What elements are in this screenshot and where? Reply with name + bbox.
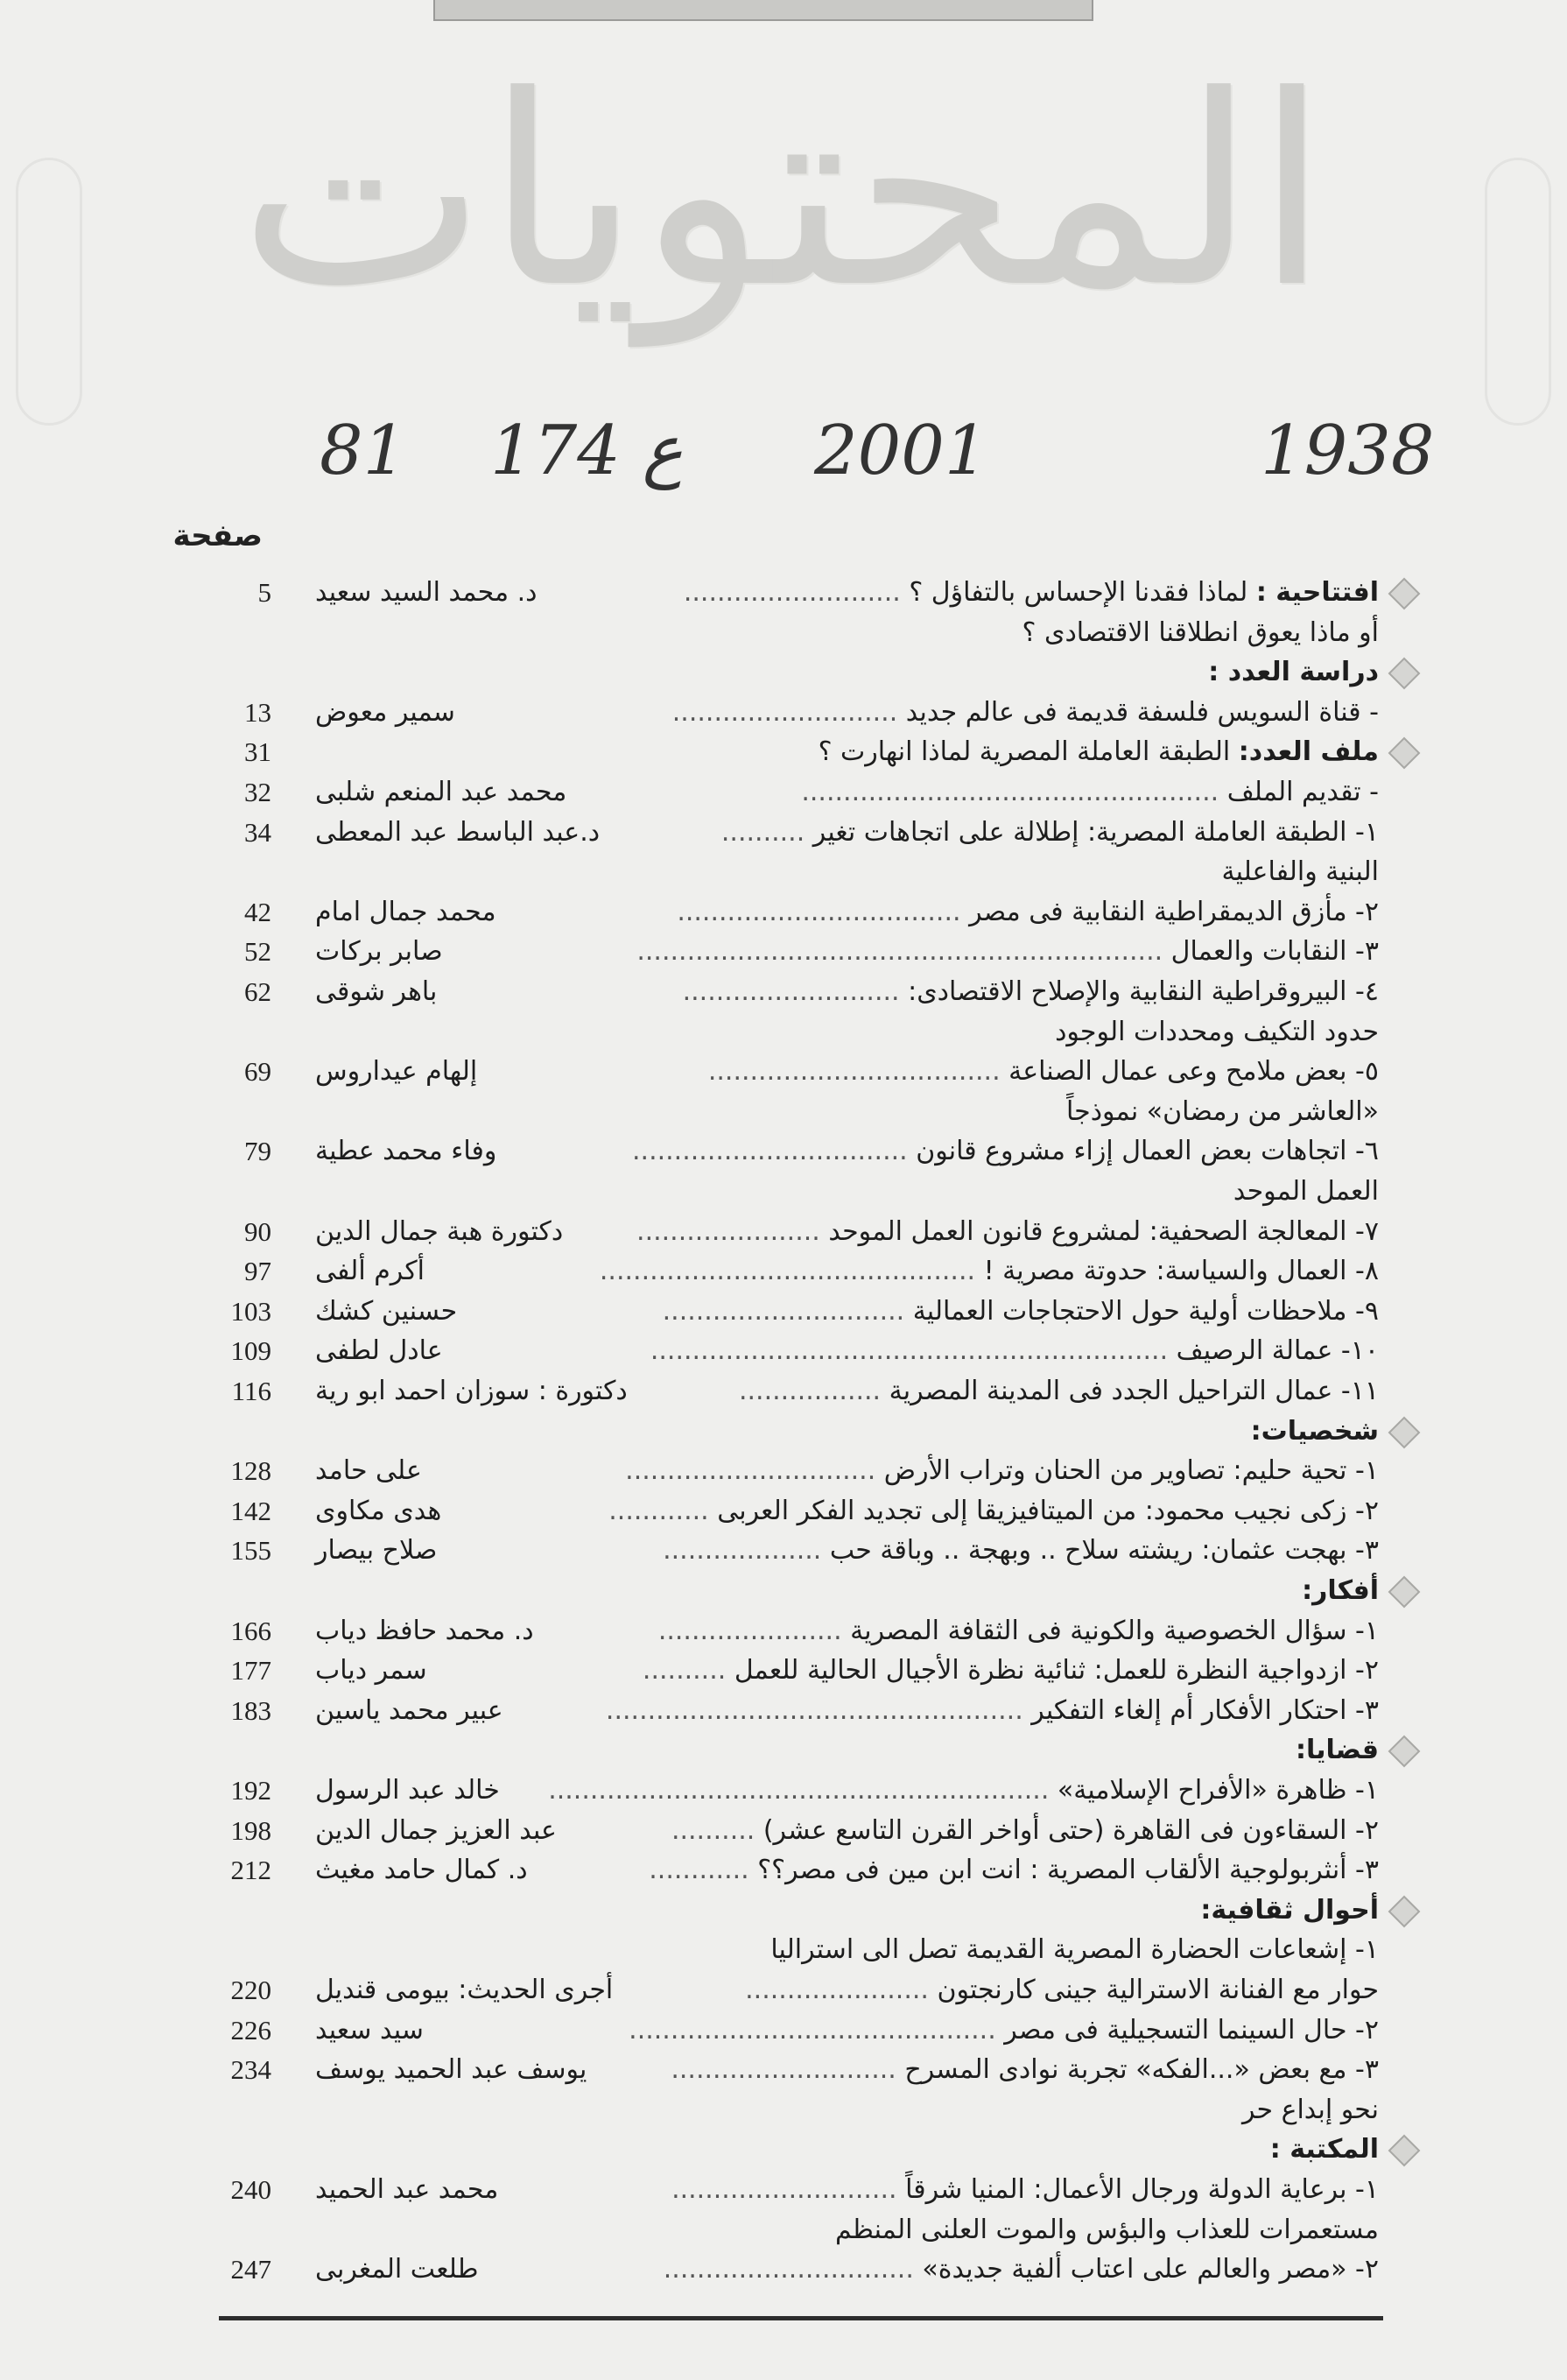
entry-text: العمل الموحد xyxy=(1233,1176,1379,1207)
leader-dots: ............................................. xyxy=(599,1256,976,1287)
diamond-bullet-icon xyxy=(1388,1895,1421,1927)
leader-dots: .......................... xyxy=(682,976,909,1007)
entry-text: مستعمرات للعذاب والبؤس والموت العلنى المنظم xyxy=(835,2214,1379,2245)
toc-entry-title xyxy=(819,733,1379,771)
entry-text: ١- إشعاعات الحضارة المصرية القديمة تصل الى استراليا xyxy=(770,1934,1379,1966)
leader-dots: ................... xyxy=(663,1535,822,1567)
entry-text: نحو إبداع حر xyxy=(1241,2094,1379,2125)
entry-text: - قناة السويس فلسفة قديمة فى عالم جديد xyxy=(897,696,1379,728)
toc-entry-title xyxy=(1302,1572,1379,1610)
entry-author: د. محمد السيد سعيد xyxy=(315,577,538,608)
page-number: 192 xyxy=(230,1775,271,1806)
page-number: 31 xyxy=(244,736,271,768)
entry-text: ٤- البيروقراطية النقابية والإصلاح الاقتصادى: xyxy=(908,976,1379,1007)
toc-entry-row xyxy=(315,853,1379,891)
leader-dots: .......................... xyxy=(683,577,901,608)
handwritten-annotations xyxy=(0,412,1567,508)
toc-entry-title xyxy=(835,2211,1379,2250)
entry-text: ١- تحية حليم: تصاوير من الحنان وتراب الأرض xyxy=(883,1455,1379,1487)
page-number: 52 xyxy=(244,936,271,968)
toc-entry-title xyxy=(672,694,1379,732)
toc-entry-title xyxy=(1296,1731,1379,1770)
leader-dots: .............................. xyxy=(625,1455,884,1487)
toc-entry-title xyxy=(1251,1412,1379,1451)
entry-text: ٣- بهجت عثمان: ريشته سلاح .. وبهجة .. وباقة حب xyxy=(821,1535,1379,1567)
entry-text: ٦- اتجاهات بعض العمال إزاء مشروع قانون xyxy=(916,1136,1379,1167)
toc-entry-title xyxy=(683,973,1379,1011)
toc-entry-title xyxy=(625,1452,1379,1490)
entry-author: محمد عبد المنعم شلبى xyxy=(315,777,567,807)
entry-author: عادل لطفى xyxy=(315,1335,443,1367)
toc-entry-row xyxy=(315,2171,1379,2209)
entry-text: لماذا فقدنا الإحساس بالتفاؤل ؟ xyxy=(900,577,1256,608)
diamond-bullet-icon xyxy=(1388,1576,1421,1609)
entry-text: أو ماذا يعوق انطلاقنا الاقتصادى ؟ xyxy=(1022,616,1379,648)
toc-section-row xyxy=(315,2130,1379,2169)
leader-dots: .......... xyxy=(720,816,805,848)
toc-entry-row xyxy=(315,2091,1379,2130)
entry-text: ١٠- عمالة الرصيف xyxy=(1168,1335,1379,1367)
page-number: 62 xyxy=(244,976,271,1007)
toc-entry-title xyxy=(664,2250,1379,2289)
page-number: 166 xyxy=(230,1615,271,1646)
entry-text: ١- ظاهرة «الأفراح الإسلامية» xyxy=(1049,1775,1379,1806)
entry-author: وفاء محمد عطية xyxy=(315,1136,497,1167)
toc-entry-row xyxy=(315,1532,1379,1570)
entry-author: هدى مكاوى xyxy=(315,1495,442,1526)
page-number: 5 xyxy=(257,577,271,608)
entry-author: أجرى الحديث: بيومى قنديل xyxy=(315,1975,614,2005)
leader-dots: .............................. xyxy=(663,2254,914,2285)
toc-entry-title xyxy=(632,1132,1379,1171)
handwritten-year-2: 2001 xyxy=(814,412,988,490)
entry-author: صلاح بيصار xyxy=(315,1535,438,1567)
diamond-bullet-icon xyxy=(1388,1416,1421,1448)
entry-text: ٧- المعالجة الصحفية: لمشروع قانون العمل الموحد xyxy=(819,1215,1379,1247)
leader-dots: .................................................. xyxy=(605,1694,1023,1726)
toc-entry-row xyxy=(315,2250,1379,2289)
toc-entry-row xyxy=(315,2011,1379,2050)
toc-entry-title xyxy=(1242,2091,1379,2130)
toc-entry-title xyxy=(663,1292,1379,1331)
leader-dots: ............ xyxy=(608,1495,709,1526)
page-number: 142 xyxy=(230,1495,271,1526)
leader-dots: ...................... xyxy=(657,1615,842,1646)
entry-author: إلهام عيداروس xyxy=(315,1056,478,1088)
leader-dots: ................................... xyxy=(707,1056,1001,1088)
toc-entry-title xyxy=(677,893,1379,932)
toc-entry-row xyxy=(315,1971,1379,2010)
page-column-heading: صفحة xyxy=(172,518,263,553)
diamond-bullet-icon xyxy=(1388,2135,1421,2167)
section-heading: دراسة العدد : xyxy=(1208,657,1379,688)
toc-entry-row xyxy=(315,1132,1379,1171)
entry-text: ٢- «مصر والعالم على اعتاب ألفية جديدة» xyxy=(913,2254,1379,2285)
section-heading: المكتبة : xyxy=(1269,2134,1379,2165)
entry-text: ٢- زكى نجيب محمود: من الميتافيزيقا إلى تجديد الفكر العربى xyxy=(708,1495,1379,1526)
entry-text: ٥- بعض ملامح وعى عمال الصناعة xyxy=(1000,1056,1379,1088)
toc-entry-title xyxy=(663,1532,1379,1570)
section-heading: ملف العدد: xyxy=(1238,736,1379,768)
toc-entry-title xyxy=(629,2011,1379,2050)
top-binding-strip xyxy=(433,0,1093,21)
toc-entry-row xyxy=(315,1492,1379,1531)
entry-author: دكتورة : سوزان احمد ابو رية xyxy=(315,1376,628,1406)
toc-entry-row xyxy=(315,1213,1379,1251)
toc-entry-title xyxy=(1233,1172,1379,1211)
entry-author: محمد جمال امام xyxy=(315,896,496,927)
page-number: 13 xyxy=(244,696,271,728)
leader-dots: .......... xyxy=(642,1655,727,1686)
handwritten-year: 1938 xyxy=(1261,412,1435,490)
toc-entry-title xyxy=(649,1851,1379,1890)
handwritten-issue: ع 174 xyxy=(490,412,684,490)
toc-entry-title xyxy=(1200,1891,1379,1930)
toc-section-row xyxy=(315,733,1379,771)
toc-entry-row xyxy=(315,1252,1379,1291)
toc-entry-title xyxy=(1066,1093,1379,1131)
entry-author: باهر شوقى xyxy=(315,976,438,1007)
toc-entry-title xyxy=(801,773,1379,812)
section-heading: قضايا: xyxy=(1296,1735,1379,1766)
page-number: 79 xyxy=(244,1136,271,1167)
entry-text: البنية والفاعلية xyxy=(1221,856,1379,888)
diamond-bullet-icon xyxy=(1388,737,1421,770)
entry-author: حسنين كشك xyxy=(315,1295,458,1327)
entry-text: «العاشر من رمضان» نموذجاً xyxy=(1066,1095,1379,1127)
toc-entry-title xyxy=(721,813,1379,852)
entry-author: د.عبد الباسط عبد المعطى xyxy=(315,816,601,848)
entry-text: ٢- مأزق الديمقراطية النقابية فى مصر xyxy=(960,896,1379,927)
page-number: 177 xyxy=(230,1655,271,1686)
leader-dots: ............................................................ xyxy=(548,1775,1050,1806)
toc-entry-title xyxy=(770,1931,1379,1969)
toc-entry-row xyxy=(315,973,1379,1011)
toc-entry-title xyxy=(658,1612,1379,1651)
toc-section-row xyxy=(315,1731,1379,1770)
page-number: 116 xyxy=(231,1376,271,1406)
page-number: 32 xyxy=(244,777,271,807)
entry-author: على حامد xyxy=(315,1455,422,1487)
leader-dots: .................................. xyxy=(677,896,961,927)
toc-entry-title xyxy=(600,1252,1379,1291)
handwritten-number: 81 xyxy=(320,412,407,490)
entry-author: دكتورة هبة جمال الدين xyxy=(315,1215,564,1247)
entry-text: ١١- عمال التراحيل الجدد فى المدينة المصرية xyxy=(881,1376,1379,1406)
section-heading: أفكار: xyxy=(1302,1575,1379,1606)
page-number: 240 xyxy=(230,2174,271,2205)
entry-text: ٣- احتكار الأفكار أم إلغاء التفكير xyxy=(1022,1694,1379,1726)
leader-dots: .......... xyxy=(671,1814,755,1846)
page-number: 128 xyxy=(230,1455,271,1487)
toc-entry-title xyxy=(643,1651,1379,1690)
bottom-divider xyxy=(219,2316,1383,2320)
leader-dots: ............................................................... xyxy=(636,936,1163,968)
entry-text: ٨- العمال والسياسة: حدوتة مصرية ! xyxy=(975,1256,1379,1287)
page-number: 90 xyxy=(244,1215,271,1247)
leader-dots: ........................... xyxy=(671,2174,897,2205)
leader-dots: ................. xyxy=(738,1376,882,1406)
toc-entry-row xyxy=(315,1332,1379,1370)
page-number: 247 xyxy=(230,2254,271,2285)
toc-entry-row xyxy=(315,2051,1379,2089)
toc-entry-title xyxy=(548,1771,1379,1810)
toc-entry-row xyxy=(315,813,1379,852)
toc-entry-row xyxy=(315,1692,1379,1730)
toc-entry-row xyxy=(315,2211,1379,2250)
entry-author: خالد عبد الرسول xyxy=(315,1775,500,1806)
section-heading: افتتاحية : xyxy=(1255,577,1379,608)
entry-text: ١- الطبقة العاملة المصرية: إطلالة على اتجاهات تغير xyxy=(805,816,1379,848)
page-number: 69 xyxy=(244,1056,271,1088)
section-heading: شخصيات: xyxy=(1250,1415,1379,1447)
toc-entry-title xyxy=(708,1053,1379,1091)
page-number: 220 xyxy=(230,1975,271,2005)
diamond-bullet-icon xyxy=(1388,1736,1421,1768)
toc-entry-title xyxy=(684,574,1379,612)
entry-text: حدود التكيف ومحددات الوجود xyxy=(1055,1016,1379,1047)
leader-dots: ............................. xyxy=(662,1295,905,1327)
toc-entry-row xyxy=(315,893,1379,932)
toc-section-row xyxy=(315,1891,1379,1930)
toc-entry-title xyxy=(650,1332,1379,1370)
entry-author: محمد عبد الحميد xyxy=(315,2174,499,2205)
toc-section-row xyxy=(315,574,1379,612)
entry-author: سيد سعيد xyxy=(315,2014,424,2046)
entry-text: ١- برعاية الدولة ورجال الأعمال: المنيا شرقاً xyxy=(896,2174,1379,2205)
toc-entry-title xyxy=(739,1372,1379,1411)
toc-entry-row xyxy=(315,1093,1379,1131)
entry-text: الطبقة العاملة المصرية لماذا انهارت ؟ xyxy=(818,736,1239,768)
toc-entry-title xyxy=(1022,614,1380,652)
entry-author: عبد العزيز جمال الدين xyxy=(315,1814,557,1846)
leader-dots: .................................................. xyxy=(801,777,1219,807)
toc-entry-title xyxy=(1270,2130,1379,2169)
entry-text: حوار مع الفنانة الاسترالية جينى كارنجتون xyxy=(928,1975,1379,2005)
toc-entry-row xyxy=(315,933,1379,971)
toc-entry-title xyxy=(606,1692,1379,1730)
page-number: 155 xyxy=(230,1535,271,1567)
toc-entry-row xyxy=(315,1931,1379,1969)
entry-text: ٢- ازدواجية النظرة للعمل: ثنائية نظرة الأجيال الحالية للعمل xyxy=(726,1655,1379,1686)
entry-text: ٢- السقاءون فى القاهرة (حتى أواخر القرن التاسع عشر) xyxy=(755,1814,1379,1846)
entry-text: ٢- حال السينما التسجيلية فى مصر xyxy=(995,2014,1379,2046)
page-number: 42 xyxy=(244,896,271,927)
entry-author: يوسف عبد الحميد يوسف xyxy=(315,2054,587,2086)
toc-entry-title xyxy=(671,2171,1379,2209)
toc-entry-title xyxy=(745,1971,1379,2010)
entry-text: ٣- النقابات والعمال xyxy=(1163,936,1379,968)
entry-author: أكرم ألفى xyxy=(315,1256,425,1287)
toc-entry-title xyxy=(671,2051,1379,2089)
entry-author: د. محمد حافظ دياب xyxy=(315,1615,534,1646)
entry-author: سمير معوض xyxy=(315,696,455,728)
entry-text: ١- سؤال الخصوصية والكونية فى الثقافة المصرية xyxy=(841,1615,1379,1646)
toc-entry-title xyxy=(608,1492,1379,1531)
toc-entry-row xyxy=(315,1013,1379,1052)
leader-dots: ............ xyxy=(649,1855,749,1886)
leader-dots: ........................... xyxy=(671,2054,896,2086)
toc-section-row xyxy=(315,653,1379,692)
page-number: 183 xyxy=(230,1694,271,1726)
page-title: المحتويات xyxy=(238,39,1329,345)
entry-text: ٩- ملاحظات أولية حول الاحتجاجات العمالية xyxy=(904,1295,1379,1327)
leader-dots: ............................................ xyxy=(629,2014,996,2046)
diamond-bullet-icon xyxy=(1388,578,1421,610)
toc-entry-row xyxy=(315,1771,1379,1810)
toc-entry-title xyxy=(1208,653,1379,692)
leader-dots: ........................... xyxy=(671,696,898,728)
page-number: 109 xyxy=(230,1335,271,1367)
toc-entry-title xyxy=(636,1213,1379,1251)
entry-text: - تقديم الملف xyxy=(1219,777,1379,807)
leader-dots: ................................. xyxy=(632,1136,917,1167)
table-of-contents xyxy=(0,574,1567,2316)
page-number: 34 xyxy=(244,816,271,848)
entry-author: د. كمال حامد مغيث xyxy=(315,1855,528,1886)
entry-author: عبير محمد ياسين xyxy=(315,1694,503,1726)
leader-dots: ...................... xyxy=(745,1975,929,2005)
toc-entry-title xyxy=(671,1812,1379,1850)
toc-entry-title xyxy=(636,933,1379,971)
toc-section-row xyxy=(315,1412,1379,1451)
toc-entry-row xyxy=(315,694,1379,732)
toc-entry-row xyxy=(315,1612,1379,1651)
toc-entry-title xyxy=(1055,1013,1379,1052)
page-number: 234 xyxy=(230,2054,271,2086)
toc-entry-row xyxy=(315,1292,1379,1331)
entry-text: ٣- مع بعض «...الفكه» تجربة نوادى المسرح xyxy=(896,2054,1379,2086)
leader-dots: .............................................................. xyxy=(650,1335,1169,1367)
entry-author: سمر دياب xyxy=(315,1655,427,1686)
toc-entry-row xyxy=(315,773,1379,812)
toc-entry-row xyxy=(315,1172,1379,1211)
entry-text: ٣- أنثربولوجية الألقاب المصرية : انت ابن مين فى مصر؟؟ xyxy=(748,1855,1379,1886)
entry-author: طلعت المغربى xyxy=(315,2254,479,2285)
toc-entry-row xyxy=(315,614,1379,652)
toc-entry-row xyxy=(315,1651,1379,1690)
toc-entry-row xyxy=(315,1851,1379,1890)
toc-entry-row xyxy=(315,1812,1379,1850)
toc-entry-title xyxy=(1221,853,1379,891)
diamond-bullet-icon xyxy=(1388,658,1421,690)
page-number: 97 xyxy=(244,1256,271,1287)
toc-section-row xyxy=(315,1572,1379,1610)
section-heading: أحوال ثقافية: xyxy=(1200,1894,1379,1926)
page-number: 103 xyxy=(230,1295,271,1327)
toc-entry-row xyxy=(315,1372,1379,1411)
toc-entry-row xyxy=(315,1053,1379,1091)
entry-author: صابر بركات xyxy=(315,936,443,968)
toc-entry-row xyxy=(315,1452,1379,1490)
leader-dots: ...................... xyxy=(636,1215,820,1247)
page-number: 198 xyxy=(230,1814,271,1846)
page-number: 212 xyxy=(230,1855,271,1886)
page-number: 226 xyxy=(230,2014,271,2046)
